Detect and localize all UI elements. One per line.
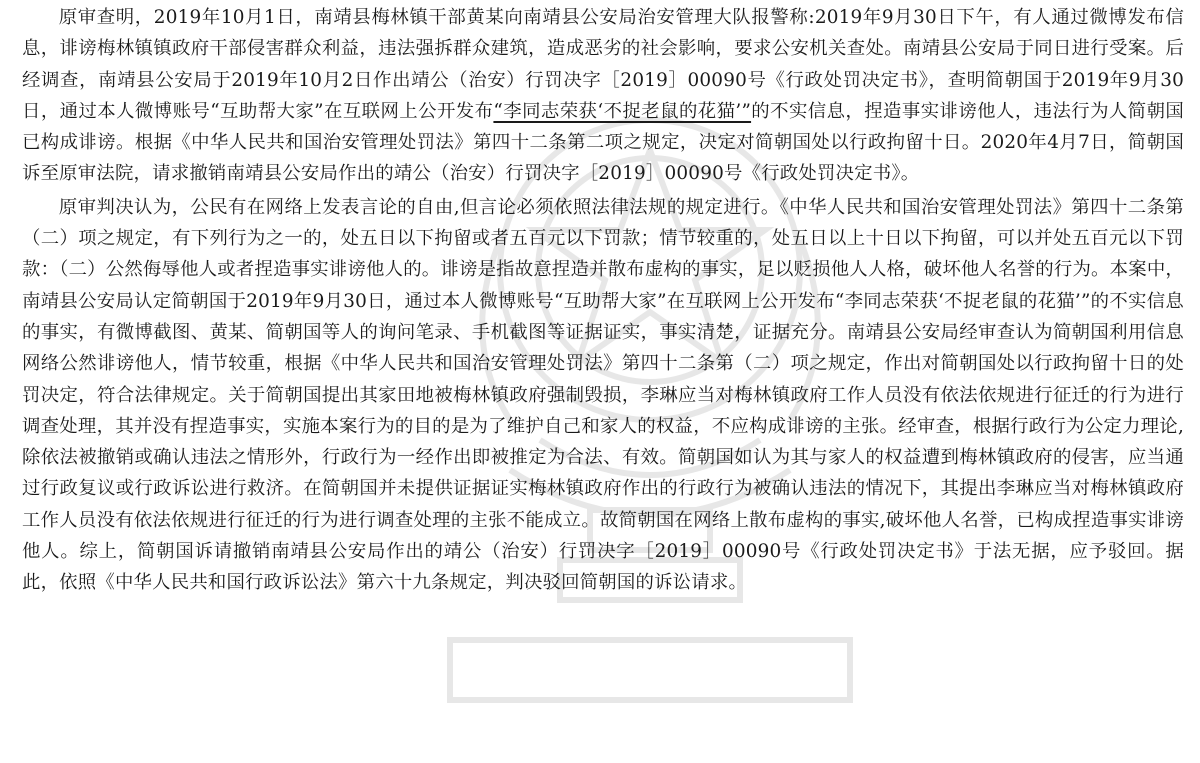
paragraph-original-judgment: 原审判决认为，公民有在网络上发表言论的自由,但言论必须依照法律法规的规定进行。《中华人民共和国治安管理处罚法》第四十二条第（二）项之规定，有下列行为之一的，处五日以下拘留或者五百元以下罚款；情节较重的，处五日以上十日以下拘留，可以并处五百元以下罚款：（二）公然侮辱他人或者捏造事实诽谤他人的。诽谤是指故意捏造并散布虚构的事实，足以贬损他人人格，破坏他人名誉的行为。本案中，南靖县公安局认定简朝国于2019年9月30日，通过本人微博账号“互助帮大家”在互联网上公开发布“李同志荣获‘不捉老鼠的花猫’”的不实信息的事实，有微博截图、黄某、简朝国等人的询问笔录、手机截图等证据证实，事实清楚，证据充分。南靖县公安局经审查认为简朝国利用信息网络公然诽谤他人，情节较重，根据《中华人民共和国治安管理处罚法》第四十二条第（二）项之规定，作出对简朝国处以行政拘留十日的处罚决定，符合法律规定。关于简朝国提出其家田地被梅林镇政府强制毁损，李琳应当对梅林镇政府工作人员没有依法依规进行征迁的行为进行调查处理，其并没有捏造事实，实施本案行为的目的是为了维护自己和家人的权益，不应构成诽谤的主张。经审查，根据行政行为公定力理论,除依法被撤销或确认违法之情形外，行政行为一经作出即被推定为合法、有效。简朝国如认为其与家人的权益遭到梅林镇政府的侵害，应当通过行政复议或行政诉讼进行救济。在简朝国并未提供证据证实梅林镇政府作出的行政行为被确认违法的情况下，其提出李琳应当对梅林镇政府工作人员没有依法依规进行征迁的行为进行调查处理的主张不能成立。故简朝国在网络上散布虚构的事实,破坏他人名誉，已构成捏造事实诽谤他人。综上，简朝国诉请撤销南靖县公安局作出的靖公（治安）行罚决字［2019］00090号《行政处罚决定书》于法无据，应予驳回。据此，依照《中华人民共和国行政诉讼法》第六十九条规定，判决驳回简朝国的诉讼请求。	[22, 196, 1185, 594]
paragraph-1-text-continued: 的不实信息，捏造事实诽谤他人，违法行为人简朝国已构成诽谤。根据《中华人民共和国治安管理处罚法》第四十二条第二项之规定，决定对简朝国处以行政拘留十日。2020年4月7日，简朝国诉至原审法院，请求撤销南靖县公安局作出的靖公（治安）行罚决字［2019］00090号《行政处罚决定书》。	[22, 100, 1184, 185]
underlined-post-title: “李同志荣获‘不捉老鼠的花猫’”	[493, 100, 752, 122]
paragraph-original-findings	[22, 2, 1184, 190]
paragraph-1-text: 原审查明，2019年10月1日，南靖县梅林镇干部黄某向南靖县公安局治安管理大队报警称:2019年9月30日下午，有人通过微博发布信息，诽谤梅林镇镇政府干部侵害群众利益，违法强拆群众建筑，造成恶劣的社会影响，要求公安机关查处。南靖县公安局于同日进行受案。后经调查，南靖县公安局于2019年10月2日作出靖公（治安）行罚决字［2019］00090号《行政处罚决定书》，查明简朝国于2019年9月30日，通过本人微博账号“互助帮大家”在互联网上公开发布	[22, 7, 1184, 122]
document-body	[22, 2, 1184, 599]
